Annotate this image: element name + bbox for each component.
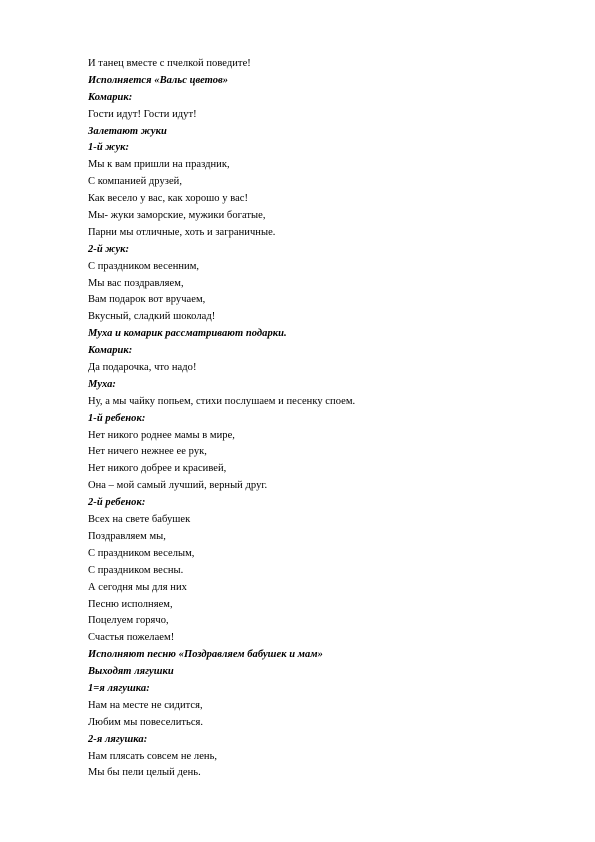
verse-line: Любим мы повеселиться. xyxy=(88,716,204,728)
verse-line: С компанией друзей, xyxy=(88,176,183,188)
verse-line: С праздником весенним, xyxy=(88,260,200,272)
verse-line: Поцелуем горячо, xyxy=(88,615,169,627)
verse-line: Она – мой самый лучший, верный друг. xyxy=(88,480,268,492)
verse-line: Счастья пожелаем! xyxy=(88,632,175,644)
stage-direction-line: Исполняется «Вальс цветов» xyxy=(88,74,229,86)
stage-direction-line: Комарик: xyxy=(88,345,133,357)
verse-line: Всех на свете бабушек xyxy=(88,514,191,526)
verse-line: Нам плясать совсем не лень, xyxy=(88,750,218,762)
stage-direction-line: 2-й ребенок: xyxy=(88,497,146,509)
verse-line: Нет никого роднее мамы в мире, xyxy=(88,429,235,441)
stage-direction-line: Комарик: xyxy=(88,91,133,103)
stage-direction-line: Залетают жуки xyxy=(88,125,167,137)
script-text-block xyxy=(88,56,558,782)
verse-line: Мы вас поздравляем, xyxy=(88,277,184,289)
verse-line: И танец вместе с пчелкой поведите! xyxy=(88,58,251,69)
verse-line: Мы- жуки заморские, мужики богатые, xyxy=(88,210,266,222)
stage-direction-line: 2-й жук: xyxy=(88,243,130,255)
verse-line: Поздравляем мы, xyxy=(88,530,166,542)
verse-line: Как весело у вас, как хорошо у вас! xyxy=(88,193,249,205)
verse-line: Гости идут! Гости идут! xyxy=(88,108,197,120)
verse-line: Вам подарок вот вручаем, xyxy=(88,294,206,306)
verse-line: Ну, а мы чайку попьем, стихи послушаем и песенку споем. xyxy=(88,395,356,407)
stage-direction-line: Выходят лягушки xyxy=(88,666,174,678)
stage-direction-line: Муха и комарик рассматривают подарки. xyxy=(88,328,287,340)
verse-line: С праздником весны. xyxy=(88,564,184,576)
verse-line: С праздником веселым, xyxy=(88,547,195,559)
stage-direction-line: 1-й жук: xyxy=(88,142,130,154)
stage-direction-line: 2-я лягушка: xyxy=(88,733,148,745)
verse-line: Нет ничего нежнее ее рук, xyxy=(88,446,207,458)
stage-direction-line: Муха: xyxy=(88,378,116,390)
stage-direction-line: Исполняют песню «Поздравляем бабушек и мам» xyxy=(88,649,323,661)
verse-line: Мы к вам пришли на праздник, xyxy=(88,159,230,171)
verse-line: Мы бы пели целый день. xyxy=(88,767,201,779)
verse-line: Вкусный, сладкий шоколад! xyxy=(88,311,216,323)
stage-direction-line: 1=я лягушка: xyxy=(88,682,150,694)
verse-line: Нет никого добрее и красивей, xyxy=(88,463,227,475)
stage-direction-line: 1-й ребенок: xyxy=(88,412,146,424)
verse-line: Парни мы отличные, хоть и заграничные. xyxy=(88,226,276,238)
verse-line: Да подарочка, что надо! xyxy=(88,362,197,374)
verse-line: А сегодня мы для них xyxy=(88,581,187,593)
verse-line: Песню исполняем, xyxy=(88,598,173,610)
verse-line: Нам на месте не сидится, xyxy=(88,699,203,711)
